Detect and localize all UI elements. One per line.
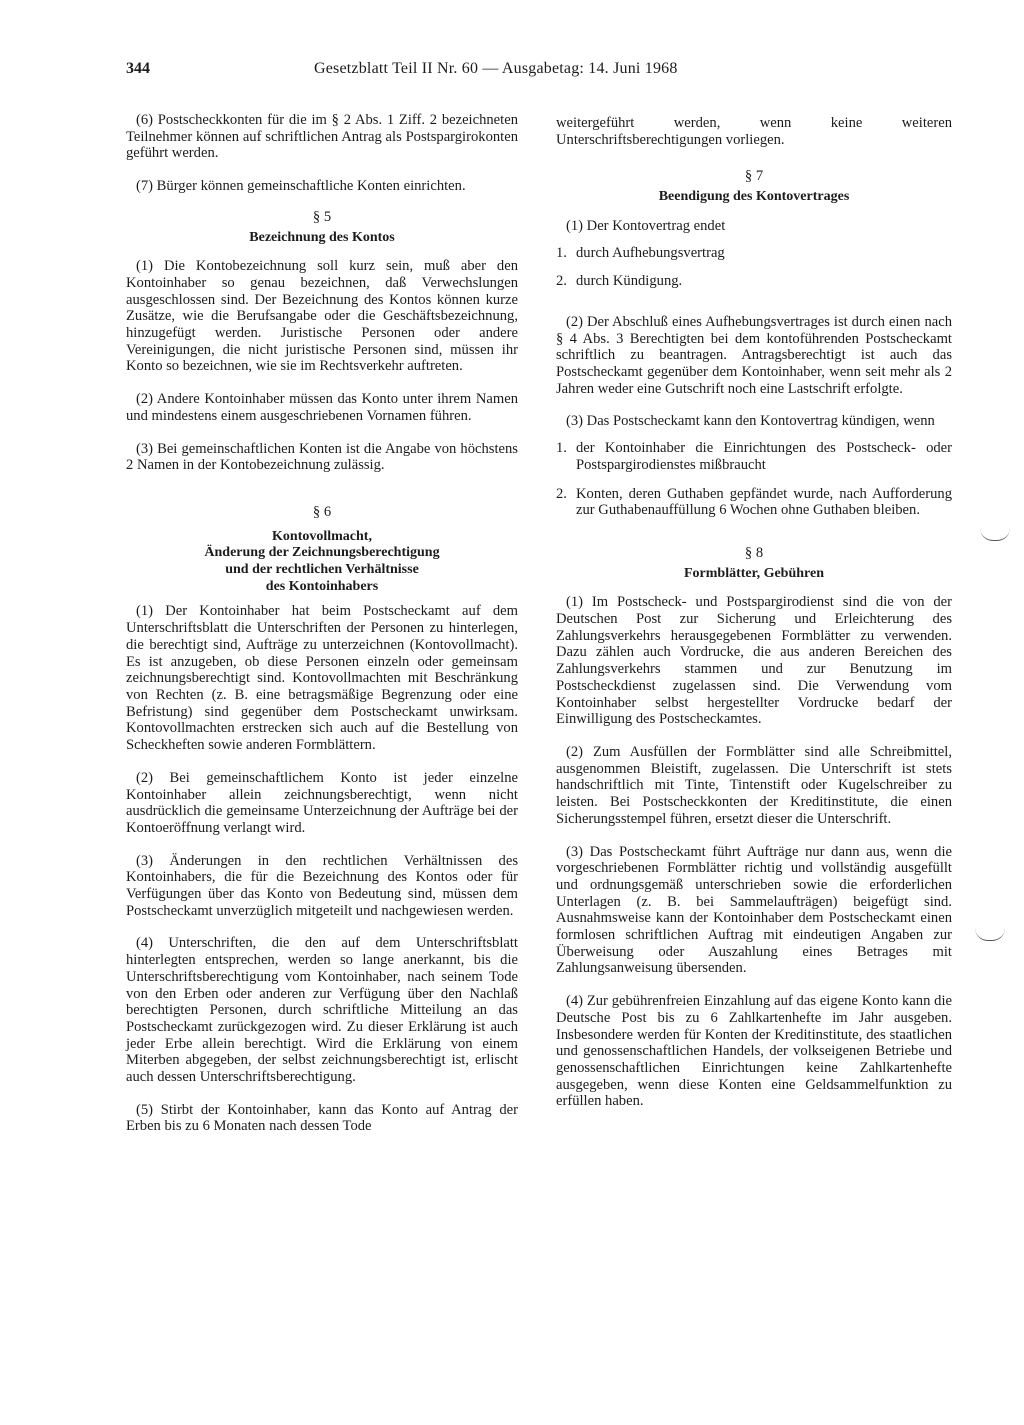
section-7-paragraph-1: (1) Der Kontovertrag endet <box>566 217 726 234</box>
list-item-text: Konten, deren Guthaben gepfändet wurde, nach Aufforderung zur Guthabenauffüllung 6 Wochen ohne Guthaben bleiben. <box>576 485 952 519</box>
section-6-title-line-3: und der rechtlichen Verhältnisse <box>225 562 419 578</box>
section-6-paragraph-2: (2) Bei gemeinschaftlichem Konto ist jeder einzelne Kontoinhaber allein zeichnungsberechtigt, wenn nicht ausdrücklich die gemeinsame Unterzeichnung der Aufträge bei der Kontoeröffnung verlangt wird. <box>126 769 518 836</box>
margin-mark <box>975 928 1005 941</box>
list-item <box>556 440 952 473</box>
section-8-paragraph-1: (1) Im Postscheck- und Postspargirodienst sind die von der Deutschen Post zur Sicherung und Erleichterung des Zahlungsverkehrs herausgegebenen Formblätter zu verwenden. Dazu zählen auch Vordrucke, die aus anderen Bereichen des Zahlungsverkehrs stammen und zur Benutzung im Postscheckdienst zugelassen sind. Die Verwendung vom Kontoinhaber selbst hergestellter Vordrucke bedarf der Einwilligung des Postscheckamtes. <box>556 594 952 728</box>
right-column <box>556 115 952 1126</box>
list-item-text: durch Kündigung. <box>576 273 683 290</box>
section-7-paragraph-3: (3) Das Postscheckamt kann den Kontovertrag kündigen, wenn <box>566 413 935 430</box>
continuation-paragraph: weitergeführt werden, wenn keine weiteren Unterschriftsberechtigungen vorliegen. <box>556 115 952 148</box>
section-6-title-line-1: Kontovollmacht, <box>272 528 372 544</box>
list-item-number: 1. <box>556 440 567 457</box>
section-7-paragraph-2: (2) Der Abschluß eines Aufhebungsvertrages ist durch einen nach § 4 Abs. 3 Berechtigten bei dem kontoführenden Postscheckamt schriftlich zu beantragen. Antragsberechtigt ist auch das Postscheckamt gegenüber dem Kontoinhaber, wenn seit mehr als 2 Jahren weder eine Gutschrift noch eine Lastschrift erfolgte. <box>556 313 952 397</box>
section-8-title: Formblätter, Gebühren <box>684 565 824 581</box>
section-7-title: Beendigung des Kontovertrages <box>658 189 850 205</box>
list-item <box>556 273 952 290</box>
section-5-title: Bezeichnung des Kontos <box>249 229 395 245</box>
section-6-paragraph-1: (1) Der Kontoinhaber hat beim Postscheckamt auf dem Unterschriftsblatt die Unterschriften der Personen zu hinterlegen, die berechtigt sind, Aufträge zu unterzeichnen (Kontovollmacht). Es ist anzugeben, ob diese Personen einzeln oder gemeinsam zeichnungsberechtigt sind. Kontovollmachten mit Beschränkung von Rechten (z. B. eine betragsmäßige Begrenzung oder eine Befristung) sind gegenüber dem Postscheckamt unwirksam. Kontovollmachten erstrecken sich auch auf die Bestellung von Scheckheften sowie anderen Formblättern. <box>126 603 518 754</box>
section-6-paragraph-5: (5) Stirbt der Kontoinhaber, kann das Konto auf Antrag der Erben bis zu 6 Monaten nach dessen Tode <box>126 1101 518 1135</box>
section-6-title <box>126 529 518 596</box>
paragraph-4-7: (7) Bürger können gemeinschaftliche Konten einrichten. <box>136 178 466 195</box>
list-item-text: der Kontoinhaber die Einrichtungen des Postscheck- oder Postspargirodienstes mißbraucht <box>576 440 952 473</box>
list-item <box>556 245 952 262</box>
list-item-number: 2. <box>556 485 567 502</box>
section-8-number: § 8 <box>744 544 764 561</box>
section-8-paragraph-4: (4) Zur gebührenfreien Einzahlung auf das eigene Konto kann die Deutsche Post bis zu 6 Zahlkartenhefte im Jahr ausgeben. Insbesondere werden für Konten der Kreditinstitute, des staatlichen und genossenschaftlichen Handels, der volkseigenen Betriebe und genossenschaftlichen Einrichtungen keine Zahlkartenhefte ausgegeben, wenn diese Konten eine Geldsammelfunktion zu erfüllen haben. <box>556 993 952 1110</box>
section-5-paragraph-1: (1) Die Kontobezeichnung soll kurz sein, muß aber den Kontoinhaber so genau bezeichnen, daß Verwechslungen ausgeschlossen sind. Der Bezeichnung des Kontos können kurze Zusätze, wie die Berufsangabe oder die Geschäftsbezeichnung, hinzugefügt werden. Juristische Personen oder andere Vereinigungen, die nicht juristische Personen sind, müssen ihr Konto so bezeichnen, wie sie im Rechtsverkehr auftreten. <box>126 258 518 375</box>
section-6-title-line-2: Änderung der Zeichnungsberechtigung <box>204 545 440 561</box>
page-header <box>126 60 906 84</box>
section-8-paragraph-3: (3) Das Postscheckamt führt Aufträge nur dann aus, wenn die vorgeschriebenen Formblätter richtig und vollständig ausgefüllt und ordnungsgemäß unterschrieben sowie die erforderlichen Unterlagen (z. B. bei Sammelaufträgen) beigefügt sind. Ausnahmsweise kann der Kontoinhaber dem Postscheckamt einen formlosen schriftlichen Auftrag mit eindeutigen Angaben zur Überweisung oder Auszahlung eines Betrages mit Zahlungsanweisung übersenden. <box>556 843 952 977</box>
section-6-title-line-4: des Kontoinhabers <box>265 578 379 594</box>
list-item-number: 1. <box>556 244 567 261</box>
paragraph-4-6: (6) Postscheckkonten für die im § 2 Abs. 1 Ziff. 2 bezeichneten Teilnehmer können auf schriftlichen Antrag als Postspargirokonten geführt werden. <box>126 112 518 162</box>
section-8-paragraph-2: (2) Zum Ausfüllen der Formblätter sind alle Schreibmittel, ausgenommen Bleistift, zugelassen. Die Unterschrift ist stets handschriftlich mit Tinte, Tintenstift oder Kugelschreiber zu leisten. Bei Postscheckkonten der Kreditinstitute, die einen Sicherungsstempel führen, ersetzt dieser die Unterschrift. <box>556 743 952 827</box>
list-item-number: 2. <box>556 273 567 290</box>
list-item-text: durch Aufhebungsvertrag <box>576 244 725 261</box>
section-7-number: § 7 <box>744 168 764 185</box>
section-5-paragraph-2: (2) Andere Kontoinhaber müssen das Konto unter ihrem Namen und mindestens einem ausgeschriebenen Vornamen führen. <box>126 391 518 424</box>
margin-mark <box>980 528 1010 541</box>
running-title: Gesetzblatt Teil II Nr. 60 — Ausgabetag: 14. Juni 1968 <box>314 60 678 77</box>
page-number: 344 <box>126 60 150 77</box>
section-5-paragraph-3: (3) Bei gemeinschaftlichen Konten ist die Angabe von höchstens 2 Namen in der Kontobezeichnung zulässig. <box>126 440 518 474</box>
section-6-number: § 6 <box>312 503 332 520</box>
left-column <box>126 112 518 1151</box>
list-item <box>556 486 952 519</box>
section-5-number: § 5 <box>312 208 332 225</box>
section-6-paragraph-3: (3) Änderungen in den rechtlichen Verhältnissen des Kontoinhabers, die für die Bezeichnung des Kontos oder für Verfügungen über das Konto von Bedeutung sind, müssen dem Postscheckamt unverzüglich mitgeteilt und nachgewiesen werden. <box>126 852 518 919</box>
section-6-paragraph-4: (4) Unterschriften, die den auf dem Unterschriftsblatt hinterlegten entsprechen, werden so lange anerkannt, bis die Unterschriftsberechtigung vom Kontoinhaber, nach seinem Tode von den Erben oder anderen zur Verfügung über den Nachlaß berechtigten Personen, durch schriftliche Mitteilung an das Postscheckamt zurückgezogen wird. Zu dieser Erklärung ist auch jeder Erbe allein berechtigt. Wird die Erklärung von einem Miterben abgegeben, der selbst zeichnungsberechtigt ist, erlischt auch dessen Unterschriftsberechtigung. <box>126 935 518 1086</box>
